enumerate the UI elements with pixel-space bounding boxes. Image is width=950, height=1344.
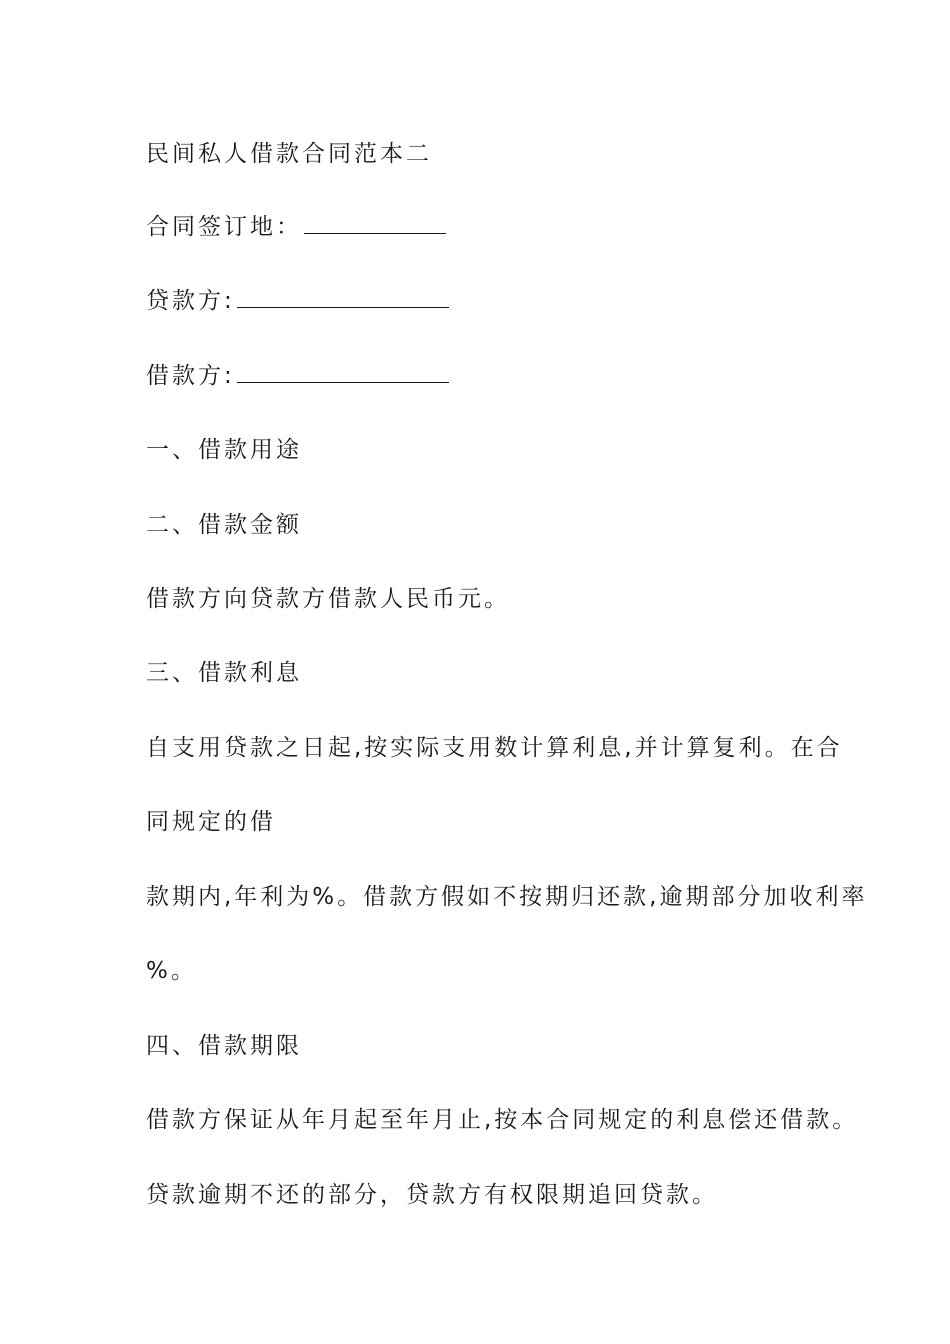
section1-heading: 一、借款用途 — [146, 437, 302, 463]
section4-line-1: 借款方保证从年月起至年月止,按本合同规定的利息偿还借款。 — [146, 1107, 859, 1133]
section3-line-3: 款期内,年利为%。借款方假如不按期归还款,逾期部分加收利率 — [146, 884, 868, 910]
section3-heading: 三、借款利息 — [146, 660, 302, 686]
lender-line — [146, 286, 449, 316]
section3-line-4: %。 — [146, 958, 197, 984]
section3-line-2: 同规定的借 — [146, 809, 276, 835]
borrower-label: 借款方: — [146, 363, 235, 389]
lender-label: 贷款方: — [146, 288, 235, 314]
section2-heading: 二、借款金额 — [146, 512, 302, 538]
section3-line-1: 自支用贷款之日起,按实际支用数计算利息,并计算复利。在合 — [146, 735, 843, 761]
signing-place-line — [146, 212, 446, 242]
lender-blank — [237, 306, 449, 308]
section4-heading: 四、借款期限 — [146, 1033, 302, 1059]
section2-text: 借款方向贷款方借款人民币元。 — [146, 586, 510, 612]
section4-line-2: 贷款逾期不还的部分，贷款方有权限期追回贷款。 — [146, 1182, 718, 1208]
signing-place-label: 合同签订地： — [146, 214, 302, 240]
signing-place-blank — [304, 232, 446, 234]
document-title: 民间私人借款合同范本二 — [146, 141, 432, 167]
borrower-blank — [237, 381, 449, 383]
borrower-line — [146, 361, 449, 391]
